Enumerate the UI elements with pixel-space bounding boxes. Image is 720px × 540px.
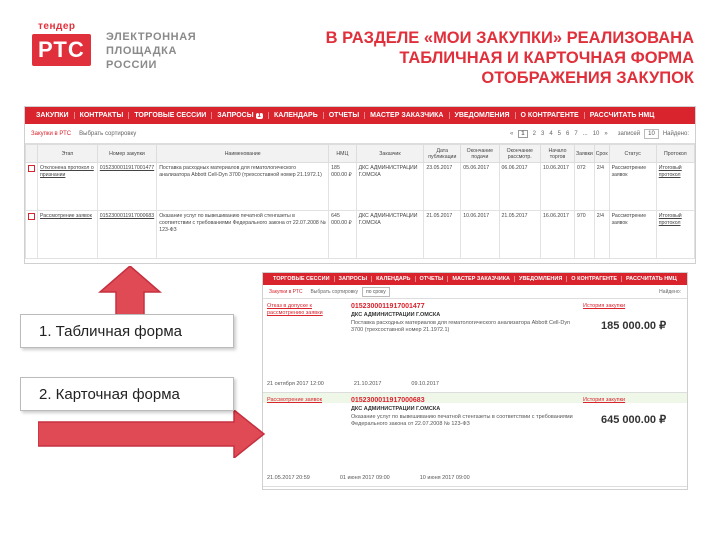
- purchase-card[interactable]: [263, 393, 687, 487]
- col-status[interactable]: Статус: [609, 145, 656, 163]
- cell-stage[interactable]: Отклонена протокол о признании: [38, 163, 98, 211]
- pagination: [510, 130, 608, 138]
- col-number[interactable]: Номер закупки: [97, 145, 156, 163]
- card-number[interactable]: 0152300011917000683: [351, 397, 425, 404]
- table-row[interactable]: [26, 211, 695, 259]
- card-org: ДКС АДМИНИСТРАЦИИ Г.ОМСКА: [351, 406, 441, 412]
- card-end: 09.10.2017: [411, 381, 439, 387]
- card-date: 21.05.2017 20:59: [267, 475, 310, 481]
- card-description: Оказание услуг по вывешиванию печатной стенгазеты в соответствии с требованиями Федерального закона от 22.07.2008 № 123-ФЗ: [351, 414, 573, 427]
- card-price: 185 000.00 ₽: [601, 320, 667, 332]
- page-ellipsis: ...: [582, 130, 588, 137]
- cell-name: Оказание услуг по вывешиванию печатной стенгазеты в соответствии с требованиями Федерального закона от 22.07.2008 № 123-ФЗ: [157, 211, 329, 259]
- cell-stage[interactable]: Рассмотрение заявок: [38, 211, 98, 259]
- row-checkbox[interactable]: [28, 213, 35, 220]
- table-row[interactable]: [26, 163, 695, 211]
- col-apps[interactable]: Заявки: [575, 145, 595, 163]
- purchase-card[interactable]: [263, 299, 687, 393]
- logo-line-2: ПЛОЩАДКА: [106, 45, 178, 57]
- list-toolbar: [25, 124, 695, 144]
- cell-start: 10.06.2017: [540, 163, 574, 211]
- nav-item-calc[interactable]: РАССЧИТАТЬ НМЦ: [589, 112, 655, 119]
- table-form-label: 1. Табличная форма: [20, 314, 234, 348]
- page-6[interactable]: 6: [566, 130, 570, 137]
- card-description: Поставка расходных материалов для гематологического анализатора Abbott Cell-Dyn 3700 (трехсоставной номер 21.1972.1): [351, 320, 571, 333]
- cell-customer: ДКС АДМИНИСТРАЦИИ Г.ОМСКА: [356, 163, 424, 211]
- nav-item-sessions[interactable]: ТОРГОВЫЕ СЕССИИ: [129, 112, 212, 119]
- card-nav-calendar[interactable]: КАЛЕНДАРЬ: [372, 276, 415, 282]
- card-toolbar: [263, 285, 687, 299]
- logo-brand-text: РТС: [32, 34, 91, 66]
- page-10[interactable]: 10: [592, 130, 600, 137]
- nav-item-master[interactable]: МАСТЕР ЗАКАЗЧИКА: [365, 112, 449, 119]
- card-number[interactable]: 0152300011917001477: [351, 303, 425, 310]
- page-4[interactable]: 4: [549, 130, 553, 137]
- cell-number[interactable]: 0152300011917001477: [97, 163, 156, 211]
- per-page-label: записей: [617, 130, 641, 137]
- logo-line-3: РОССИИ: [106, 59, 158, 71]
- cell-protocol[interactable]: Итоговый протокол: [656, 163, 694, 211]
- cell-review: 06.06.2017: [499, 163, 540, 211]
- requests-badge: 1: [257, 113, 261, 119]
- page-1[interactable]: 1: [518, 130, 527, 138]
- card-review: 01 июня 2017 09:00: [339, 475, 390, 481]
- card-nav-master[interactable]: МАСТЕР ЗАКАЗЧИКА: [448, 276, 515, 282]
- nav-item-contracts[interactable]: КОНТРАКТЫ: [75, 112, 130, 119]
- card-nav-notifications[interactable]: УВЕДОМЛЕНИЯ: [515, 276, 567, 282]
- card-found-label: Найдено:: [659, 288, 681, 295]
- top-navigation: [25, 107, 695, 124]
- per-page-select[interactable]: 10: [644, 129, 659, 139]
- cell-end: 10.06.2017: [461, 211, 499, 259]
- table-form-screenshot: [24, 106, 696, 264]
- cell-pub: 23.05.2017: [424, 163, 461, 211]
- col-name[interactable]: Наименование: [157, 145, 329, 163]
- cell-nmc: 645 000.00 ₽: [329, 211, 356, 259]
- card-nav-requests[interactable]: ЗАПРОСЫ: [335, 276, 373, 282]
- purchases-table: [25, 144, 695, 259]
- col-review[interactable]: Окончание рассмотр.: [499, 145, 540, 163]
- cell-status: Рассмотрение заявок: [609, 163, 656, 211]
- page-7[interactable]: 7: [574, 130, 578, 137]
- card-top-navigation: [263, 273, 687, 285]
- page-2[interactable]: 2: [532, 130, 536, 137]
- card-nav-reports[interactable]: ОТЧЕТЫ: [416, 276, 449, 282]
- row-checkbox[interactable]: [28, 165, 35, 172]
- col-stage[interactable]: Этап: [38, 145, 98, 163]
- cell-number[interactable]: 0152300011917000683: [97, 211, 156, 259]
- card-form-label: 2. Карточная форма: [20, 377, 234, 411]
- table-header-row: [26, 145, 695, 163]
- cell-term: 2/4: [594, 163, 609, 211]
- nav-item-purchases[interactable]: ЗАКУПКИ: [31, 112, 75, 119]
- card-nav-counterparty[interactable]: О КОНТРАГЕНТЕ: [567, 276, 622, 282]
- card-meta: [267, 381, 439, 388]
- logo-badge: [28, 16, 96, 80]
- cell-apps: 970: [575, 211, 595, 259]
- card-status[interactable]: Рассмотрение заявок: [267, 397, 322, 403]
- heading-line-1: В РАЗДЕЛЕ «МОИ ЗАКУПКИ» РЕАЛИЗОВАНА: [325, 29, 694, 47]
- col-pub[interactable]: Дата публикации: [424, 145, 461, 163]
- nav-item-counterparty[interactable]: О КОНТРАГЕНТЕ: [516, 112, 585, 119]
- prev-page-icon[interactable]: «: [509, 130, 514, 137]
- logo-tagline: [106, 30, 196, 72]
- card-history-link[interactable]: История закупки: [583, 303, 626, 309]
- found-label: Найдено:: [662, 130, 689, 137]
- cell-status: Рассмотрение заявок: [609, 211, 656, 259]
- col-customer[interactable]: Заказчик: [356, 145, 424, 163]
- col-check: [26, 145, 38, 163]
- col-term[interactable]: Срок: [594, 145, 609, 163]
- rts-logo: [28, 16, 197, 86]
- next-page-icon[interactable]: »: [604, 130, 608, 137]
- heading-line-3: ОТОБРАЖЕНИЯ ЗАКУПОК: [481, 69, 694, 87]
- card-sort-label: Выбрать сортировку: [310, 288, 359, 295]
- heading-line-2: ТАБЛИЧНАЯ И КАРТОЧНАЯ ФОРМА: [399, 49, 694, 67]
- card-end: 10 июня 2017 09:00: [419, 475, 470, 481]
- col-end[interactable]: Окончание подачи: [461, 145, 499, 163]
- card-sort-select[interactable]: по сроку: [362, 287, 390, 297]
- card-review: 21.10.2017: [353, 381, 382, 387]
- page-5[interactable]: 5: [557, 130, 561, 137]
- nav-item-calendar[interactable]: КАЛЕНДАРЬ: [269, 112, 324, 119]
- breadcrumb[interactable]: Закупки в РТС: [31, 130, 72, 137]
- nav-item-notifications[interactable]: УВЕДОМЛЕНИЯ: [450, 112, 516, 119]
- card-form-screenshot: [262, 272, 688, 490]
- card-status[interactable]: Отказ в допуске к рассмотрению заявки: [267, 303, 323, 316]
- right-arrow-icon: [38, 410, 266, 458]
- cell-name: Поставка расходных материалов для гематологического анализатора Abbott Cell-Dyn 3700 (трехсоставной номер 21.1972.1): [157, 163, 329, 211]
- card-breadcrumb[interactable]: Закупки в РТС: [269, 288, 303, 295]
- cell-nmc: 185 000.00 ₽: [329, 163, 356, 211]
- col-protocol[interactable]: Протокол: [656, 145, 694, 163]
- logo-line-1: ЭЛЕКТРОННАЯ: [106, 31, 197, 43]
- col-start[interactable]: Начало торгов: [540, 145, 574, 163]
- card-org: ДКС АДМИНИСТРАЦИИ Г.ОМСКА: [351, 312, 441, 318]
- cell-end: 05.06.2017: [461, 163, 499, 211]
- card-nav-calc[interactable]: РАССЧИТАТЬ НМЦ: [626, 276, 677, 282]
- cell-term: 2/4: [594, 211, 609, 259]
- slide-heading: [244, 28, 694, 88]
- cell-protocol[interactable]: Итоговый протокол: [656, 211, 694, 259]
- card-history-link[interactable]: История закупки: [583, 397, 626, 403]
- card-price: 645 000.00 ₽: [601, 414, 667, 426]
- nav-item-requests[interactable]: ЗАПРОСЫ 1: [212, 112, 269, 119]
- cell-apps: 072: [575, 163, 595, 211]
- card-meta: [267, 475, 470, 482]
- logo-tender-text: тендер: [38, 21, 76, 32]
- card-date: 21 октября 2017 12:00: [267, 381, 324, 387]
- cell-review: 21.05.2017: [499, 211, 540, 259]
- nav-item-reports[interactable]: ОТЧЕТЫ: [324, 112, 365, 119]
- card-nav-sessions[interactable]: ТОРГОВЫЕ СЕССИИ: [269, 276, 335, 282]
- cell-start: 16.06.2017: [540, 211, 574, 259]
- col-nmc[interactable]: НМЦ: [329, 145, 356, 163]
- page-3[interactable]: 3: [540, 130, 545, 137]
- sort-select[interactable]: Выбрать сортировку: [79, 130, 137, 137]
- cell-customer: ДКС АДМИНИСТРАЦИИ Г.ОМСКА: [356, 211, 424, 259]
- cell-pub: 21.05.2017: [424, 211, 461, 259]
